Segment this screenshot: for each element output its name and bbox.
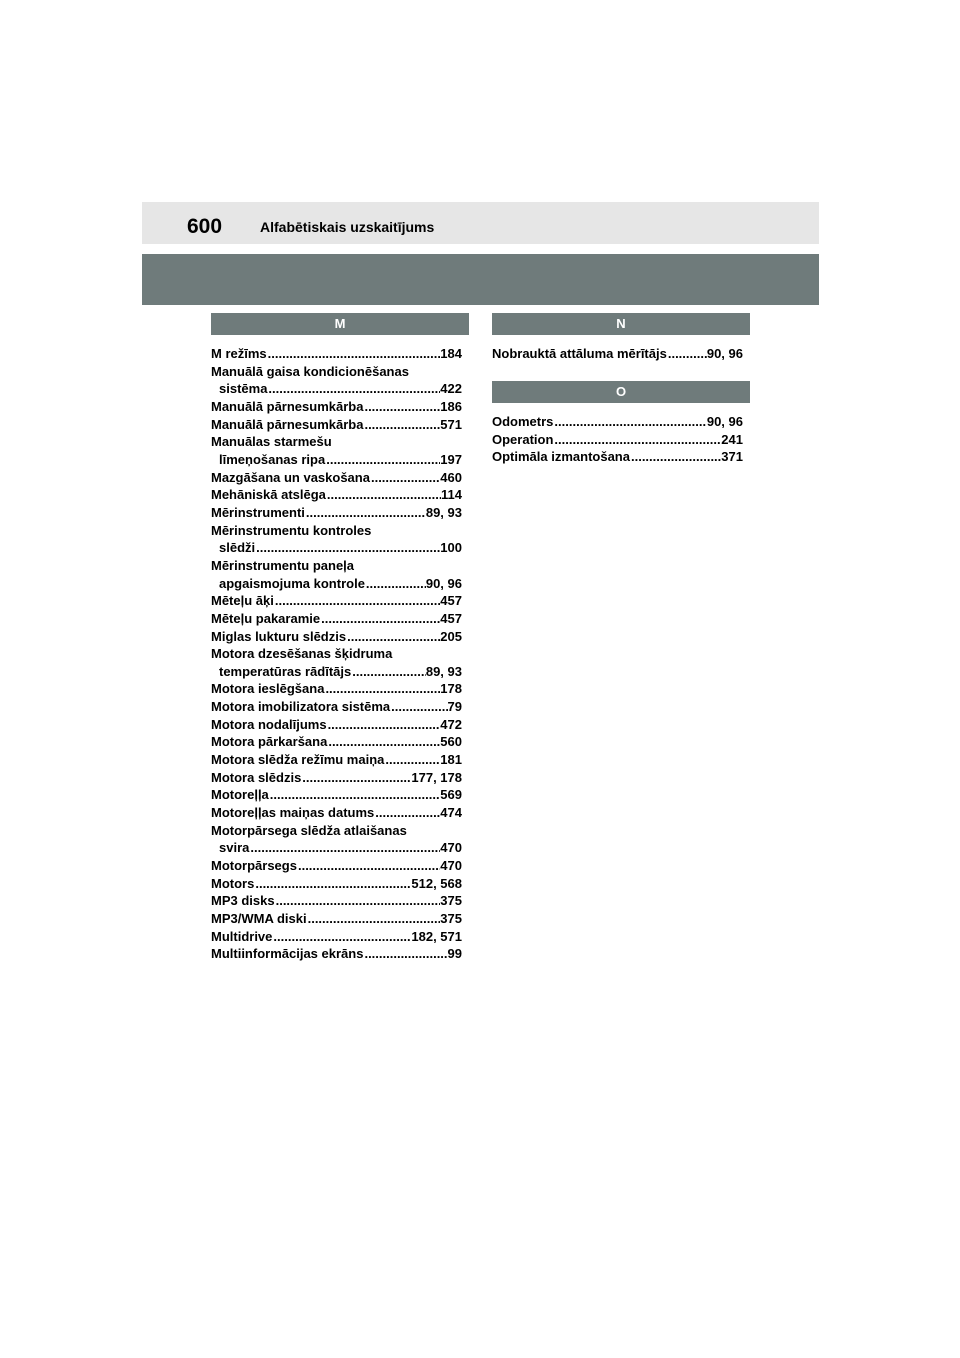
index-entry-line [211, 398, 462, 416]
dot-leader [327, 716, 441, 734]
dot-leader [351, 663, 426, 681]
index-entry-term: Motoreļļa [211, 787, 269, 803]
index-entry-term: Nobrauktā attāluma mērītājs [492, 346, 667, 361]
index-entry-line [211, 504, 462, 522]
index-entry-term: Mehāniskā atslēga [211, 487, 326, 503]
index-entry-line [211, 804, 462, 822]
dot-leader [667, 345, 707, 363]
index-entry [211, 698, 462, 716]
dot-leader [365, 575, 426, 593]
dot-leader [363, 416, 440, 434]
index-entry-page: 375 [440, 911, 462, 926]
page-number: 600 [187, 215, 223, 238]
index-entry-line [492, 413, 743, 431]
index-entry-term: Motora ieslēgšana [211, 681, 325, 697]
index-entry-term: Motora dzesēšanas šķidruma [211, 646, 393, 662]
dot-leader [384, 751, 440, 769]
index-entry-page: 100 [440, 540, 462, 556]
dot-leader [630, 448, 721, 466]
index-entry-term: Mērinstrumenti [211, 504, 305, 520]
index-entry-line [211, 716, 462, 734]
index-entry [211, 628, 462, 646]
index-entry-term: Mērinstrumentu paneļa [211, 557, 355, 573]
index-entry-page: 197 [440, 451, 462, 467]
index-entry-term: Motora slēdža režīmu maiņa [211, 752, 385, 768]
index-entry-page: 90, 96 [706, 414, 743, 429]
index-entry [211, 592, 462, 610]
dot-leader [325, 451, 440, 469]
dot-leader [553, 413, 706, 431]
index-entry [211, 345, 462, 363]
index-entry-term: MP3/WMA diski [211, 911, 307, 926]
dot-leader [255, 539, 440, 557]
dot-leader [390, 698, 447, 716]
index-entry-page: 460 [440, 469, 462, 485]
index-entry-line [211, 680, 462, 698]
index-entry [211, 522, 462, 557]
index-entry [211, 645, 462, 680]
index-entry-term: Multiinformācijas ekrāns [211, 946, 364, 962]
dot-leader [267, 345, 441, 363]
index-entry [211, 822, 462, 857]
index-entry [211, 433, 462, 468]
index-entry-continuation: sistēma [219, 381, 268, 397]
index-entry-page: 89, 93 [425, 504, 462, 520]
index-entry-term: Motorpārsega slēdža atlaišanas [211, 822, 407, 838]
dot-leader [275, 892, 441, 910]
index-entry-page: 371 [721, 449, 743, 465]
section-heading-o: O [492, 381, 750, 403]
index-entry [211, 469, 462, 487]
index-entry-term: Motorpārsegs [211, 858, 297, 874]
dot-leader [320, 610, 440, 628]
chapter-title: Alfabētiskais uzskaitījums [260, 219, 435, 235]
index-entry-term: Manuālā pārnesumkārba [211, 416, 364, 432]
index-entry [211, 857, 462, 875]
index-entry-term: Multidrive [211, 928, 273, 944]
index-entry-line [211, 892, 462, 910]
dot-leader [370, 469, 440, 487]
index-entry-line [211, 928, 462, 946]
index-entry-term: Manuālā gaisa kondicionēšanas [211, 363, 409, 379]
index-entry-line [211, 451, 462, 469]
index-entry-line [211, 786, 462, 804]
header-band [142, 254, 819, 305]
index-entry-term: Optimāla izmantošana [492, 449, 630, 465]
index-entry-line [211, 945, 462, 963]
index-entry [211, 610, 462, 628]
index-entry [211, 804, 462, 822]
index-entry-page: 457 [440, 593, 462, 609]
index-entry-line [211, 610, 462, 628]
index-entry-term: Motors [211, 875, 255, 891]
dot-leader [274, 592, 440, 610]
index-entry-line [211, 380, 462, 398]
index-entry-term: MP3 disks [211, 893, 275, 909]
index-entry-line [211, 345, 462, 363]
index-entry-term: Odometrs [492, 414, 554, 429]
index-entry-line [211, 486, 462, 504]
dot-leader [305, 504, 426, 522]
index-entry [211, 928, 462, 946]
index-entry-line [211, 698, 462, 716]
index-entry [211, 945, 462, 963]
section-heading-n: N [492, 313, 750, 335]
index-entry-page: 474 [440, 805, 462, 821]
index-list-m [211, 345, 462, 963]
index-entry-continuation: apgaismojuma kontrole [219, 575, 365, 591]
index-entry [211, 504, 462, 522]
index-entry-page: 560 [440, 734, 462, 750]
index-entry-term: Manuālā pārnesumkārba [211, 398, 364, 414]
dot-leader [307, 910, 441, 928]
index-entry [211, 398, 462, 416]
index-entry-line [211, 663, 462, 681]
index-entry [211, 769, 462, 787]
index-entry-line [492, 345, 743, 363]
index-entry-term: Miglas lukturu slēdzis [211, 628, 347, 644]
index-entry [492, 431, 743, 449]
index-entry-line [492, 448, 743, 466]
dot-leader [374, 804, 440, 822]
dot-leader [272, 928, 411, 946]
index-entry-term: Operation [492, 431, 554, 447]
index-entry-page: 241 [721, 431, 743, 447]
section-heading-m: M [211, 313, 469, 335]
index-entry-line [211, 416, 462, 434]
index-list-n [492, 345, 743, 363]
index-entry-page: 205 [440, 628, 462, 644]
index-entry-line [211, 628, 462, 646]
index-entry [492, 345, 743, 363]
index-entry-line [211, 469, 462, 487]
index-entry [211, 680, 462, 698]
dot-leader [269, 786, 441, 804]
index-entry-page: 181 [440, 752, 462, 768]
index-entry-page: 90, 96 [706, 346, 743, 361]
index-entry [211, 786, 462, 804]
index-entry-line [211, 857, 462, 875]
dot-leader [326, 486, 441, 504]
index-entry [492, 448, 743, 466]
index-entry-term: Motora nodalījums [211, 716, 327, 732]
dot-leader [301, 769, 411, 787]
index-entry-line [211, 769, 462, 787]
index-entry [211, 875, 462, 893]
index-entry-term: Motora imobilizatora sistēma [211, 699, 391, 715]
index-entry [211, 751, 462, 769]
index-list-o [492, 413, 743, 466]
dot-leader [254, 875, 411, 893]
index-entry-page: 99 [447, 946, 462, 962]
index-entry [211, 486, 462, 504]
index-entry-term: Motoreļļas maiņas datums [211, 805, 375, 821]
index-entry-page: 89, 93 [425, 663, 462, 679]
index-entry-page: 470 [440, 858, 462, 874]
header-bar [142, 202, 819, 244]
index-entry-page: 177, 178 [411, 769, 462, 785]
index-entry-page: 182, 571 [411, 928, 462, 944]
index-entry-page: 569 [440, 787, 462, 803]
index-entry-line [211, 751, 462, 769]
index-entry [211, 557, 462, 592]
dot-leader [363, 945, 447, 963]
index-entry-term: Mēteļu pakaramie [211, 610, 321, 626]
index-entry-line [211, 875, 462, 893]
index-entry-term: M režīms [211, 346, 267, 361]
index-entry-page: 79 [447, 699, 462, 715]
index-entry-term: Mazgāšana un vaskošana [211, 469, 370, 485]
index-entry [211, 416, 462, 434]
index-entry-line [211, 539, 462, 557]
index-entry-term: Mēteļu āķi [211, 593, 274, 609]
index-entry-page: 186 [440, 398, 462, 414]
dot-leader [249, 839, 440, 857]
index-entry [211, 910, 462, 928]
index-entry-line [211, 910, 462, 928]
index-entry-term: Mērinstrumentu kontroles [211, 522, 372, 538]
index-entry [211, 733, 462, 751]
dot-leader [346, 628, 440, 646]
index-entry-term: Manuālas starmešu [211, 434, 332, 450]
index-entry-page: 184 [440, 346, 462, 361]
dot-leader [324, 680, 440, 698]
index-entry-line [492, 431, 743, 449]
index-entry-line [211, 592, 462, 610]
index-entry-page: 457 [440, 610, 462, 626]
index-entry-continuation: slēdži [219, 540, 256, 556]
index-entry-page: 512, 568 [411, 875, 462, 891]
index-entry-term: Motora slēdzis [211, 769, 302, 785]
index-entry-page: 90, 96 [425, 575, 462, 591]
index-entry-page: 375 [440, 893, 462, 909]
dot-leader [327, 733, 440, 751]
index-entry-page: 472 [440, 716, 462, 732]
index-entry-page: 178 [440, 681, 462, 697]
index-entry-line [211, 575, 462, 593]
index-entry [211, 363, 462, 398]
dot-leader [363, 398, 440, 416]
index-entry-continuation: temperatūras rādītājs [219, 663, 352, 679]
index-entry [492, 413, 743, 431]
dot-leader [553, 431, 721, 449]
index-entry [211, 716, 462, 734]
index-entry-page: 571 [440, 416, 462, 432]
index-entry [211, 892, 462, 910]
index-entry-line [211, 733, 462, 751]
index-entry-line [211, 839, 462, 857]
index-entry-continuation: līmeņošanas ripa [219, 451, 326, 467]
dot-leader [297, 857, 440, 875]
index-entry-term: Motora pārkaršana [211, 734, 328, 750]
index-entry-continuation: svira [219, 840, 250, 856]
dot-leader [267, 380, 440, 398]
index-entry-page: 470 [440, 840, 462, 856]
index-entry-page: 422 [440, 381, 462, 397]
index-entry-page: 114 [441, 487, 462, 503]
